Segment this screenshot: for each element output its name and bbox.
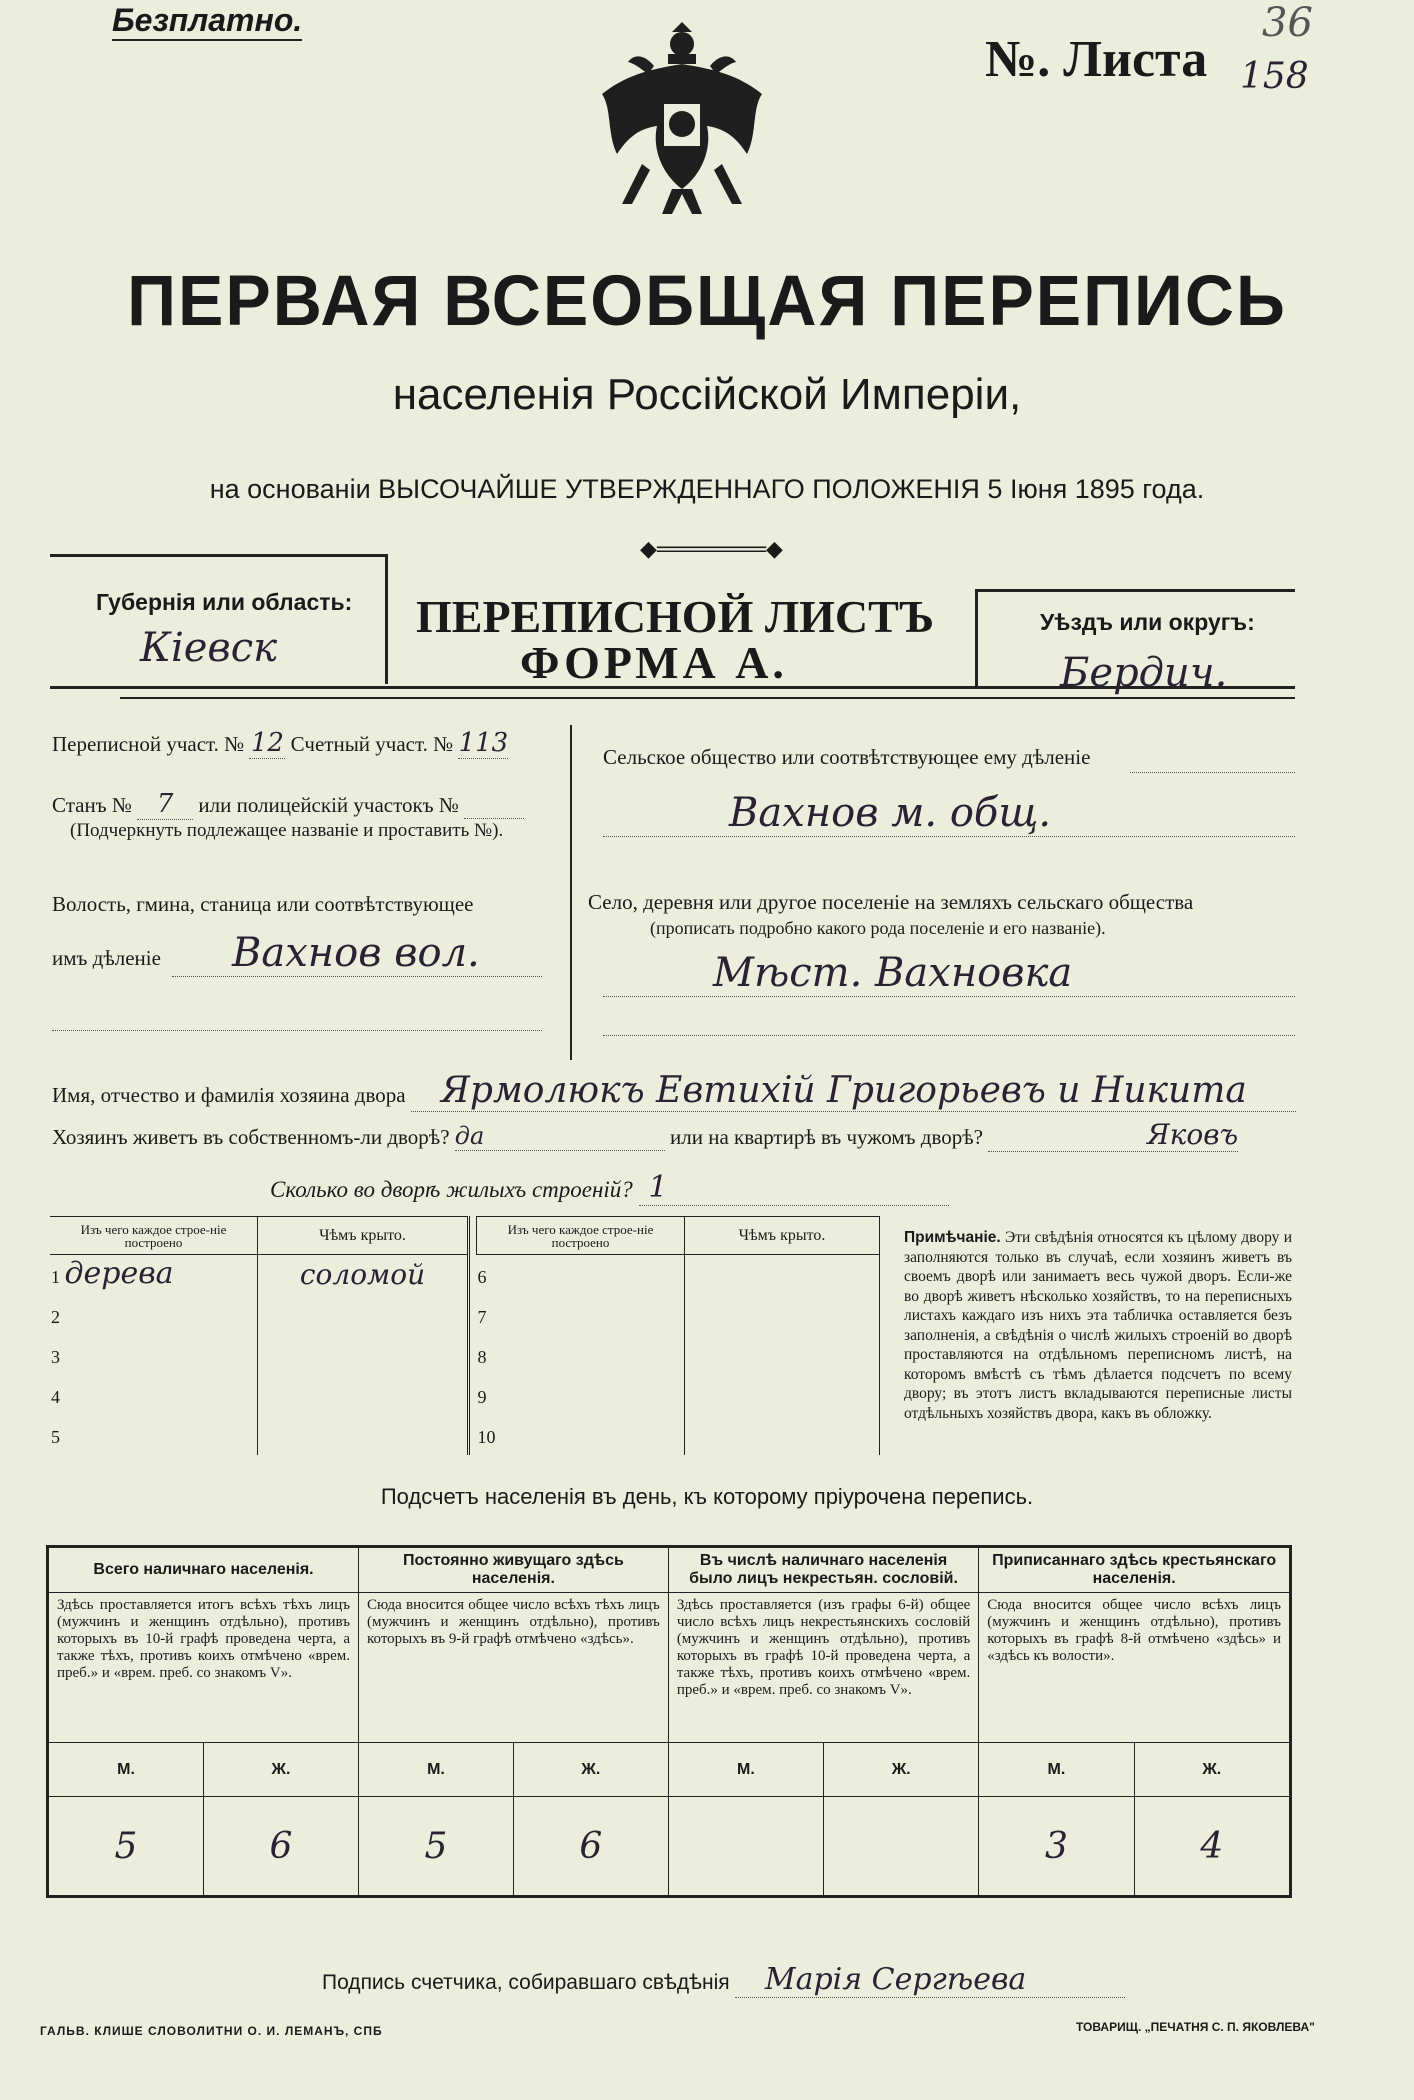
- page-subtitle: населенія Россійской Имперіи,: [392, 370, 1022, 419]
- owner-row: Имя, отчество и фамилія хозяина двора Ярмолюкъ Евтихій Григорьевъ и Никита: [52, 1070, 1296, 1112]
- basis-line: на основаніи ВЫСОЧАЙШЕ УТВЕРЖДЕННАГО ПОЛОЖЕНІЯ 5 Іюня 1895 года.: [209, 474, 1205, 504]
- census-area-value: 12: [250, 728, 284, 758]
- sheet-title: ПЕРЕПИСНОЙ ЛИСТЪ: [416, 591, 935, 642]
- village-label: Село, деревня или другое поселеніе на земляхъ сельскаго общества: [588, 890, 1194, 914]
- building-row-number: 1: [51, 1267, 60, 1287]
- gubernia-label: Губернія или область:: [96, 589, 353, 615]
- tally-column-desc: Здѣсь проставляется итогъ всѣхъ тѣхъ лицъ (мужчинъ и женщинъ отдѣльно), противъ которыхъ въ 10-й графѣ проведена черта, а также тѣхъ, противъ коихъ отмѣчено «врем. преб.» и «врем. преб. со знакомъ V».: [57, 1597, 350, 1681]
- tally-sex-label: М.: [117, 1760, 135, 1778]
- tally-sex-label: Ж.: [891, 1760, 911, 1778]
- note-block: [904, 1228, 1292, 1423]
- building-row: [477, 1295, 880, 1335]
- building-row: [50, 1415, 469, 1455]
- form-title: ФОРМА А.: [520, 637, 788, 688]
- sheet-label: №. Листа: [985, 31, 1208, 88]
- note-lead: Примѣчаніе.: [904, 1229, 1001, 1246]
- tally-value: 6: [579, 1825, 603, 1867]
- tally-sex-label: Ж.: [271, 1760, 291, 1778]
- tally-sex-label: Ж.: [1202, 1760, 1222, 1778]
- building-row: [477, 1255, 880, 1295]
- building-row-number: 5: [51, 1426, 60, 1447]
- census-area-row: Переписной участ. № 12 Счетный участ. № 113: [52, 728, 509, 758]
- corner-number: 36: [1262, 0, 1313, 46]
- tally-value: 5: [114, 1825, 138, 1867]
- tally-column-title: Всего наличнаго населенія.: [93, 1561, 314, 1578]
- buildings-question-row: Сколько во дворѣ жилыхъ строеній? 1: [270, 1170, 949, 1206]
- print-credit-right: ТОВАРИЩ. „ПЕЧАТНЯ С. П. ЯКОВЛЕВА": [1076, 2020, 1315, 2034]
- volost-label: Волость, гмина, станица или соотвѣтствующее: [52, 892, 474, 916]
- page-title: ПЕРВАЯ ВСЕОБЩАЯ ПЕРЕПИСЬ: [127, 261, 1287, 341]
- society-label: Сельское общество или соотвѣтствующее ему дѣленіе: [603, 745, 1091, 769]
- building-row: [50, 1375, 469, 1415]
- uezd-label: Уѣздъ или округъ:: [1040, 609, 1255, 635]
- tally-column-title: Постоянно живущаго здѣсь населенія.: [402, 1552, 624, 1587]
- building-material-value: дерева: [64, 1256, 174, 1291]
- building-row-number: 7: [477, 1306, 487, 1327]
- building-row: [50, 1335, 469, 1375]
- village-value: Мѣст. Вахновка: [603, 950, 1295, 997]
- print-credit-left: ГАЛЬВ. КЛИШЕ СЛОВОЛИТНИ О. И. ЛЕМАНЪ, СПБ: [40, 2024, 383, 2038]
- buildings-value: 1: [639, 1170, 949, 1206]
- tally-sex-label: Ж.: [581, 1760, 601, 1778]
- stan-row: Станъ № 7 или полицейскій участокъ №: [52, 789, 524, 820]
- tally-value: 5: [424, 1825, 448, 1867]
- building-row-number: 4: [51, 1386, 60, 1407]
- village-note: (прописать подробно какого рода поселеніе и его названіе).: [650, 918, 1106, 938]
- gubernia-value: Кiевск: [140, 625, 277, 671]
- rent-value: Яковъ: [988, 1118, 1238, 1152]
- tally-value: 3: [1044, 1825, 1068, 1867]
- ornament-divider: ◆═══════◆: [640, 536, 783, 561]
- tally-sex-label: М.: [427, 1760, 445, 1778]
- building-row-number: 6: [477, 1267, 487, 1287]
- buildings-table-right: Изъ чего каждое строе-ніе построено Чѣмъ крыто. 6 7 8 9 10: [476, 1216, 880, 1455]
- building-row-number: 10: [477, 1426, 496, 1447]
- tally-value: 4: [1200, 1825, 1224, 1867]
- tally-column-title: Приписаннаго здѣсь крестьянскаго населенія.: [992, 1552, 1277, 1587]
- building-row-number: 8: [477, 1346, 487, 1367]
- building-row: [477, 1415, 880, 1455]
- building-row-number: 2: [51, 1306, 60, 1327]
- signature-value: Марiя Сергѣева: [735, 1962, 1125, 1998]
- building-row: [50, 1295, 469, 1335]
- stan-note: (Подчеркнуть подлежащее названіе и проставить №).: [70, 820, 504, 841]
- society-value: Вахнов м. общ.: [603, 790, 1295, 837]
- signature-row: Подпись счетчика, собиравшаго свѣдѣнія Марiя Сергѣева: [322, 1962, 1125, 1998]
- building-row: [477, 1335, 880, 1375]
- tally-sex-label: М.: [737, 1760, 755, 1778]
- building-row: [50, 1255, 469, 1295]
- tally-column-desc: Сюда вносится общее число всѣхъ лицъ (мужчинъ и женщинъ отдѣльно), противъ которыхъ въ графѣ 8-й отмѣчено «здѣсь» и «здѣсь къ волости».: [987, 1597, 1281, 1664]
- count-area-value: 113: [458, 728, 509, 758]
- buildings-table-left: Изъ чего каждое строе-ніе построено Чѣмъ крыто. 1 дерева соломой 2 3 4 5: [50, 1216, 470, 1455]
- sheet-number: 158: [1240, 56, 1309, 97]
- tally-column-desc: Здѣсь проставляется (изъ графы 6-й) общее число всѣхъ лицъ некрестьянскихъ сословій (мужчинъ и женщинъ отдѣльно), противъ которыхъ въ графѣ 10-й проведена черта, а также тѣхъ, противъ коихъ отмѣчено «врем. преб.» и «врем. преб. со знакомъ V».: [676, 1597, 971, 1698]
- imperial-eagle-icon: [582, 14, 782, 244]
- tally-table: [46, 1545, 1292, 1898]
- building-row: [477, 1375, 880, 1415]
- tally-sex-label: М.: [1047, 1760, 1066, 1778]
- volost-value: Вахнов вол.: [172, 930, 542, 977]
- building-row-number: 3: [51, 1346, 60, 1367]
- building-row-number: 9: [477, 1386, 487, 1407]
- own-yard-value: да: [455, 1122, 665, 1151]
- volost-label-2: имъ дѣленіе: [52, 946, 161, 970]
- note-text: Эти свѣдѣнія относятся къ цѣлому двору и заполняются только въ случаѣ, если хозяинъ живетъ въ своемъ дворѣ или занимаетъ весь чужой дворъ. Если-же во дворѣ живетъ нѣсколько хозяйствъ, то на переписныхъ листахъ каждаго изъ нихъ эта табличка оставляется безъ заполненія, а свѣдѣнія о числѣ жилыхъ строеній во дворѣ проставляются на отдѣльномъ переписномъ листѣ, на которомъ вмѣстѣ съ тѣмъ дѣлается подсчетъ по всему двору; въ этотъ листъ вкладываются переписные листы отдѣльныхъ хозяйствъ двора, какъ въ обложку.: [904, 1229, 1293, 1422]
- uezd-value: Бердич.: [1060, 650, 1228, 696]
- owner-name-value: Ярмолюкъ Евтихій Григорьевъ и Никита: [411, 1070, 1296, 1112]
- free-label: Безплатно.: [112, 2, 302, 41]
- tally-heading: Подсчетъ населенія въ день, къ которому пріурочена перепись.: [380, 1484, 1034, 1509]
- tally-column-desc: Сюда вносится общее число всѣхъ тѣхъ лицъ (мужчинъ и женщинъ отдѣльно), противъ которыхъ въ 9-й графѣ отмѣчено «здѣсь».: [367, 1597, 660, 1647]
- tally-value: 6: [269, 1825, 293, 1867]
- own-yard-row: Хозяинъ живетъ въ собственномъ-ли дворѣ? да или на квартирѣ въ чужомъ дворѣ? Яковъ: [52, 1118, 1239, 1151]
- tally-column-title: Въ числѣ наличнаго населенія было лицъ некрестьян. сословій.: [689, 1552, 958, 1587]
- stan-value: 7: [137, 789, 193, 820]
- building-roof-value: соломой: [299, 1258, 426, 1292]
